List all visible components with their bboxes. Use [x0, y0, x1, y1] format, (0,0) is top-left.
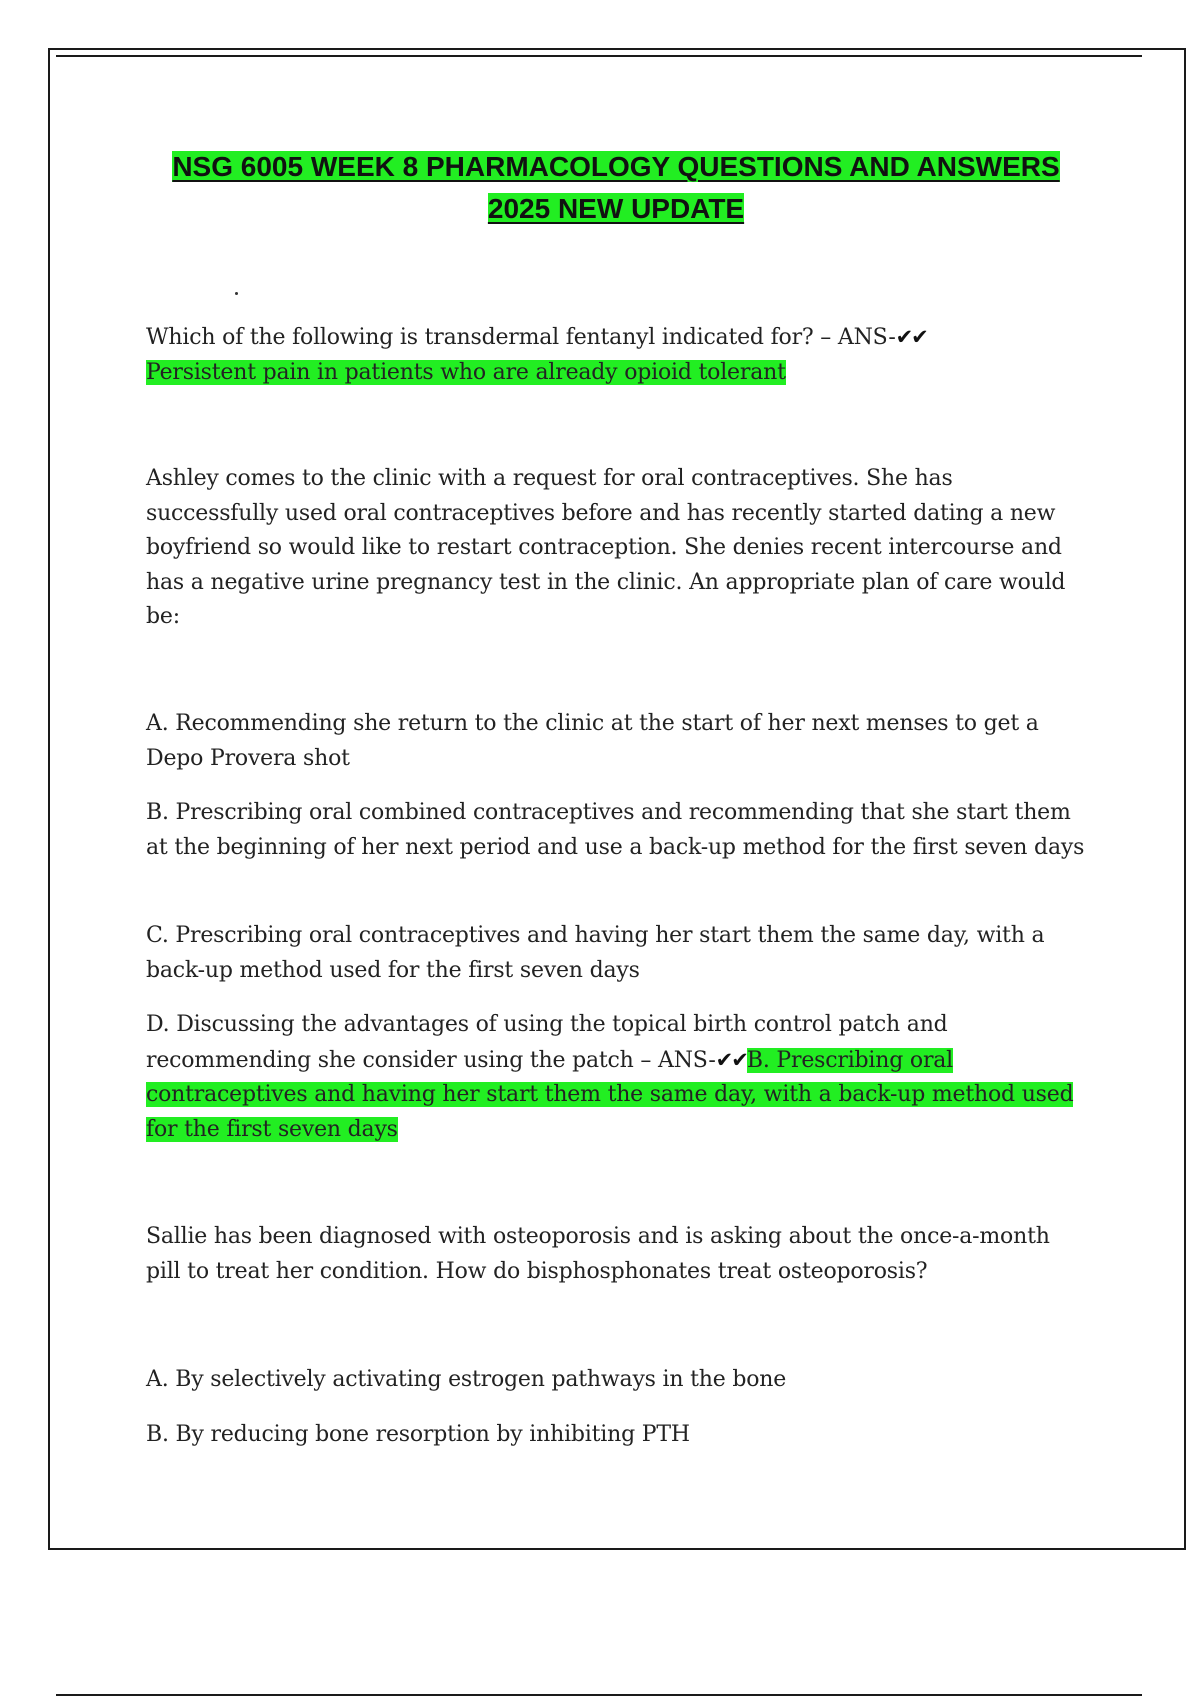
double-check-icon: ✔✔: [715, 1047, 747, 1072]
question-1: [146, 320, 1086, 390]
question-1-answer: Persistent pain in patients who are already opioid tolerant: [146, 359, 786, 385]
document-title: [60, 146, 1172, 230]
double-check-icon: ✔✔: [895, 325, 927, 349]
title-line-2: 2025 NEW UPDATE: [487, 193, 745, 224]
title-line-1: NSG 6005 WEEK 8 PHARMACOLOGY QUESTIONS AND ANSWERS: [172, 151, 1060, 182]
question-2-answer: B. Prescribing oral contraceptives and having her start them the same day, with a back-up method used for the first seven days: [146, 1047, 1074, 1142]
option-text: B. Prescribing oral combined contraceptives and recommending that she start them at the beginning of her next period and use a back-up method for the first seven days: [146, 800, 1085, 860]
question-3-text: Sallie has been diagnosed with osteoporosis and is asking about the once-a-month pill to treat her condition. How do bisphosphonates treat osteoporosis?: [146, 1224, 1050, 1284]
answer-separator: – ANS-: [633, 1047, 716, 1073]
option-text: B. By reducing bone resorption by inhibiting PTH: [146, 1422, 690, 1447]
question-3-option-b: [146, 1418, 1086, 1453]
option-text: C. Prescribing oral contraceptives and having her start them the same day, with a back-up method used for the first seven days: [146, 923, 1045, 983]
question-2-option-d: [146, 1008, 1086, 1147]
question-1-text: Which of the following is transdermal fentanyl indicated for?: [146, 325, 814, 350]
question-2-option-b: [146, 796, 1086, 865]
option-text: A. Recommending she return to the clinic at the start of her next menses to get a Depo Provera shot: [146, 711, 1039, 771]
answer-separator: – ANS-: [813, 325, 896, 350]
stray-dot: [235, 292, 238, 295]
question-3-option-a: [146, 1363, 1086, 1398]
bottom-rule: [56, 1694, 1142, 1696]
top-rule: [56, 55, 1142, 57]
option-text: A. By selectively activating estrogen pathways in the bone: [146, 1367, 787, 1392]
question-2-option-c: [146, 919, 1086, 988]
question-2-option-a: [146, 707, 1086, 776]
question-2: [146, 462, 1086, 635]
option-text: D. Discussing the advantages of using the topical birth control patch and recommending she consider using the patch: [146, 1012, 948, 1073]
question-3: [146, 1220, 1086, 1289]
question-2-text: Ashley comes to the clinic with a request for oral contraceptives. She has successfully used oral contraceptives before and has recently started dating a new boyfriend so would like to restart contraception. She denies recent intercourse and has a negative urine pregnancy test in the clinic. An appropriate plan of care would be:: [146, 466, 1066, 629]
